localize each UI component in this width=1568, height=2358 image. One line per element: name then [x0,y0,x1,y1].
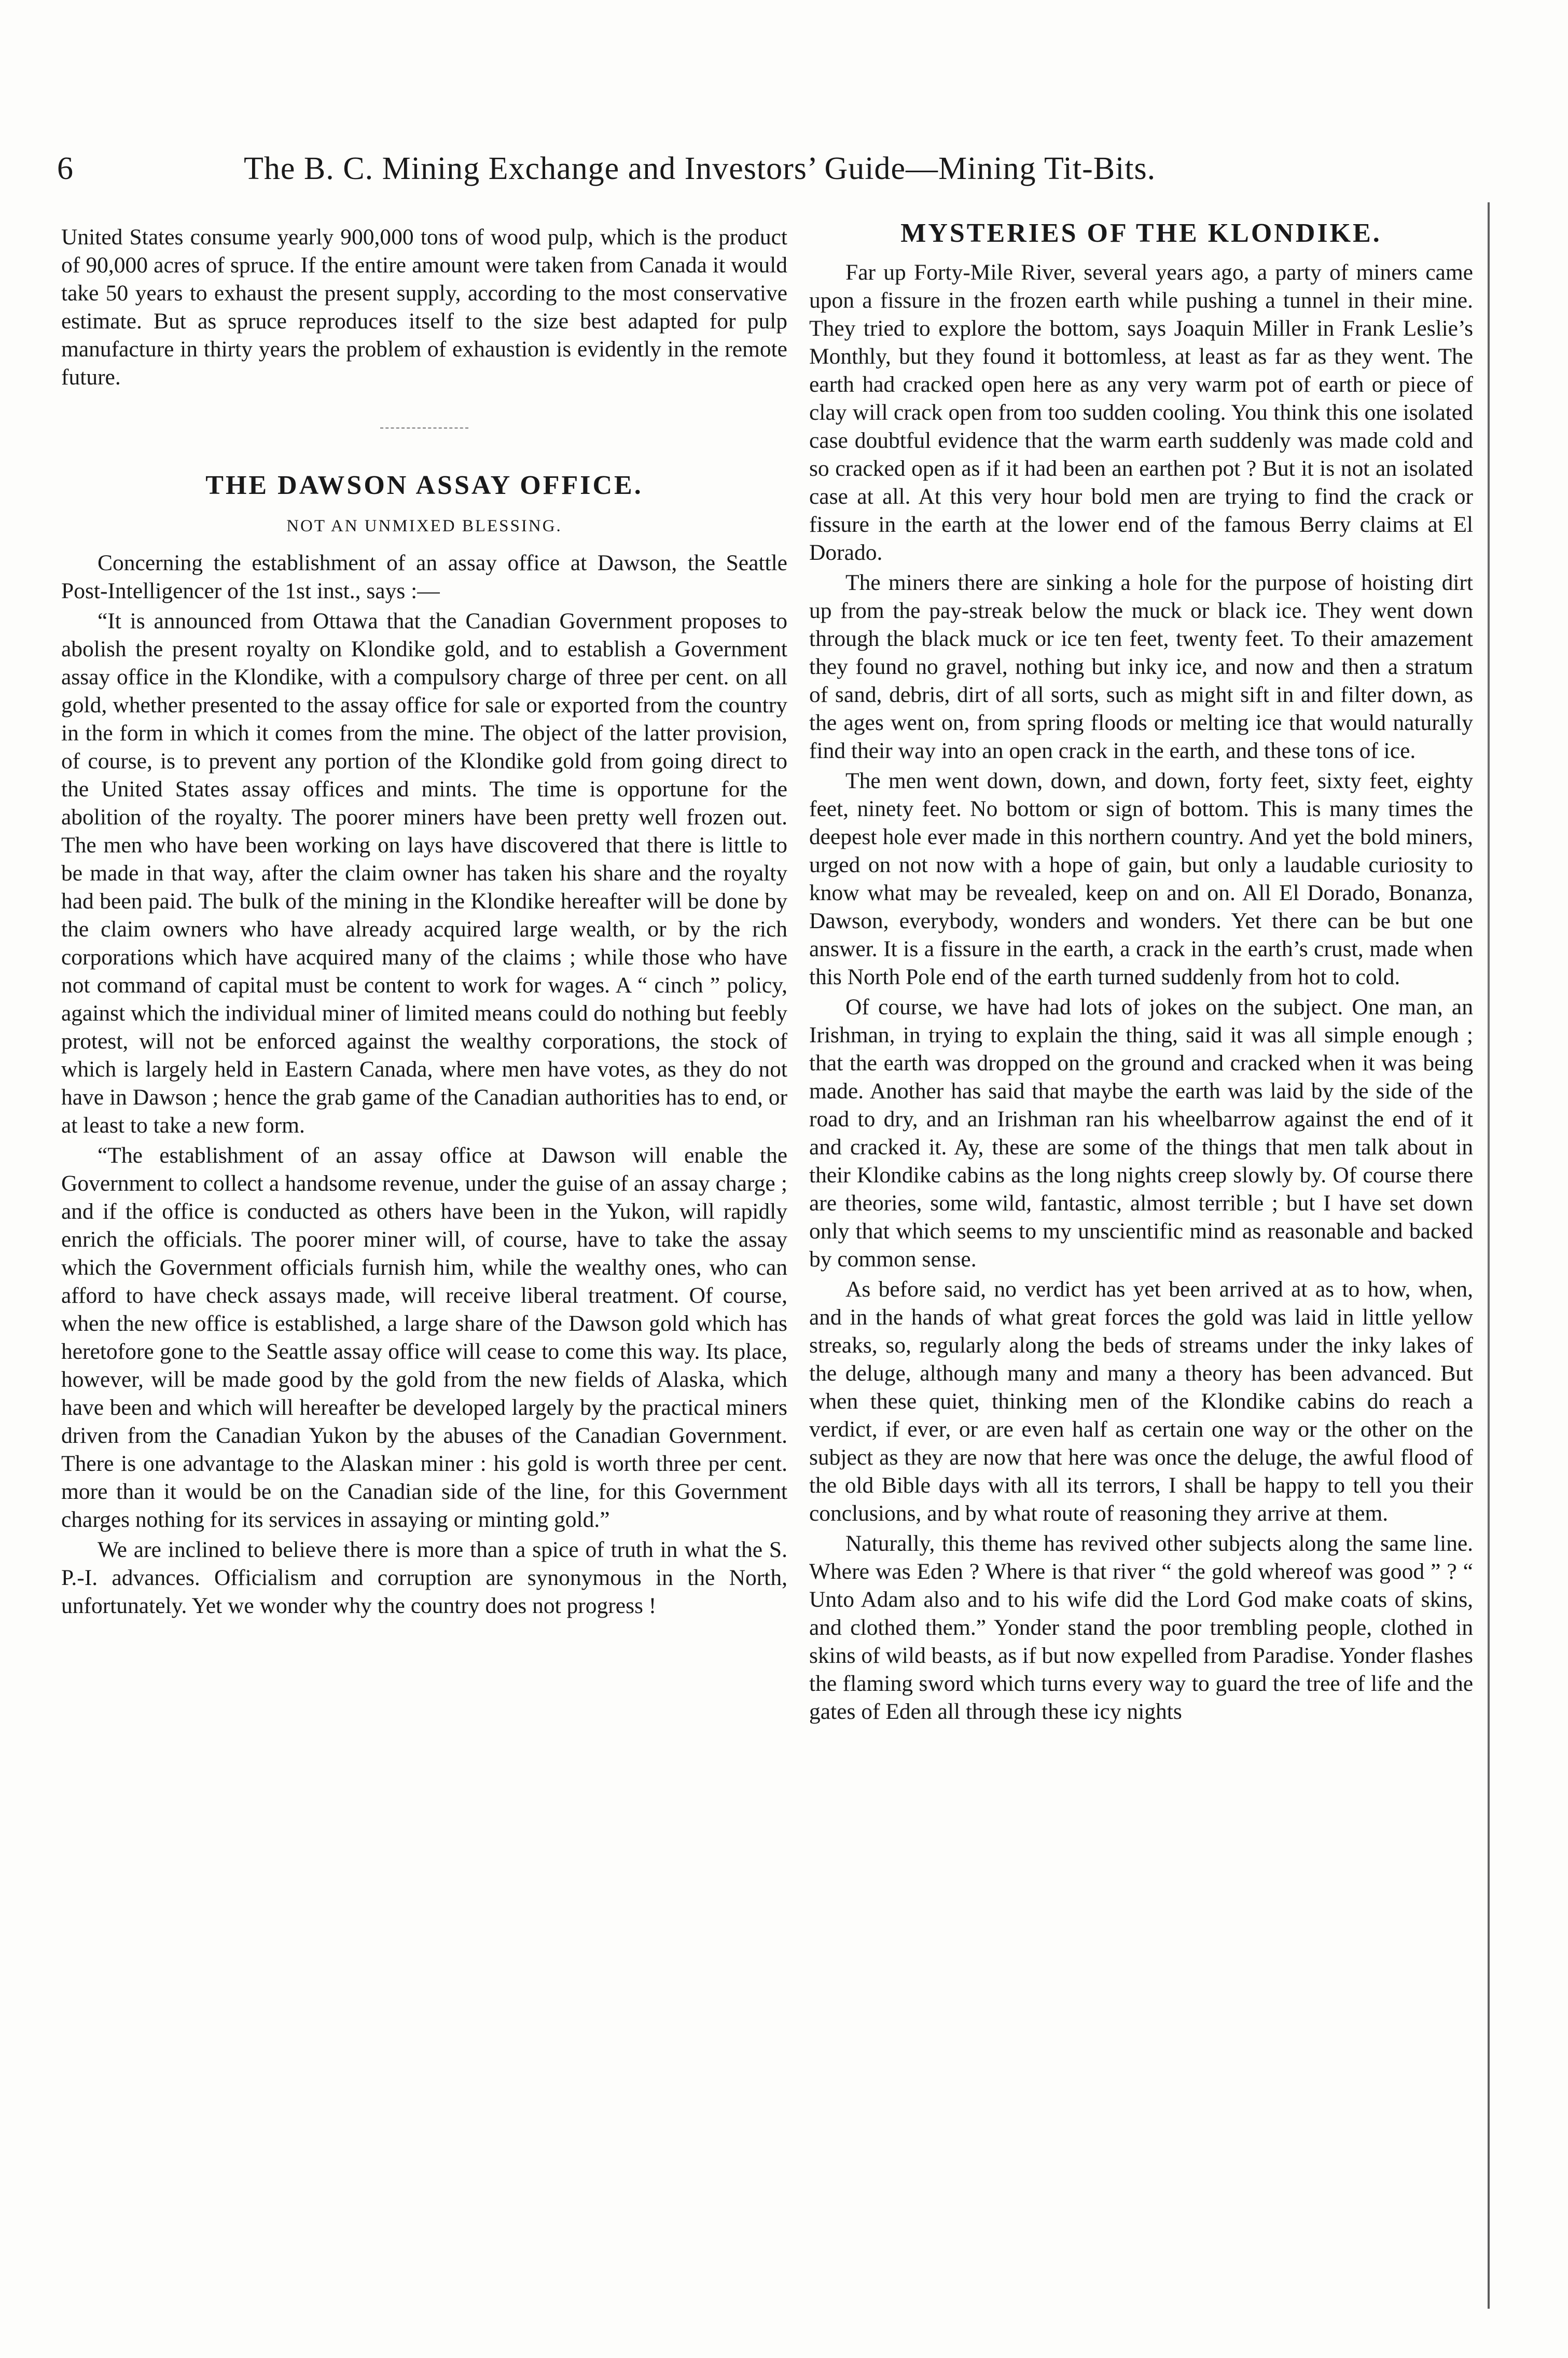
left-column [61,223,787,1620]
klondike-paragraph-1: Far up Forty-Mile River, several years ago, a party of miners came upon a fissure in the frozen earth while pushing a tunnel in their mine. They tried to explore the bottom, says Joaquin Miller in Frank Leslie’s Monthly, but they found it bottomless, at least as far as they went. The earth had cracked open here as any very warm pot of earth or piece of clay will crack open from too sudden cooling. You think this one isolated case doubtful evidence that the warm earth suddenly was made cold and so cracked open as if it had been an earthen pot ? But it is not an isolated case at all. At this very hour bold men are trying to find the crack or fissure in the earth at the lower end of the famous Berry claims at El Dorado. [809,260,1473,565]
klondike-paragraph-5: As before said, no verdict has yet been arrived at as to how, when, and in the hands of what great forces the gold was laid in little yellow streaks, so, regularly along the beds of streams under the inky lakes of the deluge, although many and many a theory has been advanced. But when these quiet, thinking men of the Klondike cabins do reach a verdict, if ever, or are even half as certain one way or the other on the subject as they are now that here was once the deluge, the awful flood of the old Bible days with all its terrors, I shall be happy to tell you their conclusions, and by what route of reasoning they arrive at them. [809,1277,1473,1526]
dawson-paragraph-2: “It is announced from Ottawa that the Canadian Government proposes to abolish the present royalty on Klondike gold, and to establish a Government assay office in the Klondike, with a compulsory charge of three per cent. on all gold, whether presented to the assay office for sale or exported from the country in the form in which it comes from the mine. The object of the latter provision, of course, is to prevent any portion of the Klondike gold from going direct to the United States assay offices and mints. The time is opportune for the abolition of the royalty. The poorer miners have been pretty well frozen out. The men who have been working on lays have discovered that there is little to be made in that way, after the claim owner has taken his share and the royalty had been paid. The bulk of the mining in the Klondike hereafter will be done by the claim owners who have already acquired large wealth, or by the rich corporations which have acquired many of the claims ; while those who have not command of capital must be content to work for wages. A “ cinch ” policy, against which the individual miner of limited means could do nothing but feebly protest, will not be enforced against the wealthy corporations, the stock of which is largely held in Eastern Canada, where men have votes, as they do not have in Dawson ; hence the grab game of the Canadian authorities has to end, or at least to take a new form. [61,609,787,1138]
page-number: 6 [57,151,73,186]
article-title-dawson: THE DAWSON ASSAY OFFICE. [205,471,643,500]
klondike-paragraph-4: Of course, we have had lots of jokes on the subject. One man, an Irishman, in trying to explain the thing, said it was all simple enough ; that the earth was dropped on the ground and cracked when it was being made. Another has said that maybe the earth was laid by the side of the road to dry, and an Irishman ran his wheelbarrow against the end of it and cracked it. Ay, these are some of the things that men talk about in their Klondike cabins as the long nights creep slowly by. Of course there are theories, some wild, fantastic, almost terrible ; but I have set down only that which seems to my unscientific mind as reasonable and backed by common sense. [809,995,1473,1272]
article-subtitle-dawson: NOT AN UNMIXED BLESSING. [286,517,562,535]
dawson-paragraph-1: Concerning the establishment of an assay office at Dawson, the Seattle Post-Intelligencer of the 1st inst., says :— [61,550,787,603]
section-divider [380,428,468,429]
running-title: The B. C. Mining Exchange and Investors’ Guide—Mining Tit-Bits. [244,151,1156,186]
right-column [809,218,1473,1726]
scan-edge-line [1488,202,1490,2309]
klondike-paragraph-3: The men went down, down, and down, forty feet, sixty feet, eighty feet, ninety feet. No bottom or sign of bottom. This is many times the deepest hole ever made in this northern country. And yet the bold miners, urged on not now with a hope of gain, but only a laudable curiosity to know what may be revealed, keep on and on. All El Dorado, Bonanza, Dawson, everybody, wonders and wonders. Yet there can be but one answer. It is a fissure in the earth, a crack in the earth’s crust, made when this North Pole end of the earth turned suddenly from hot to cold. [809,768,1473,989]
klondike-paragraph-6: Naturally, this theme has revived other subjects along the same line. Where was Eden ? Where is that river “ the gold whereof was good ” ? “ Unto Adam also and to his wife did the Lord God make coats of skins, and clothed them.” Yonder stand the poor trembling people, clothed in skins of wild beasts, as if but now expelled from Paradise. Yonder flashes the flaming sword which turns every way to guard the tree of life and the gates of Eden all through these icy nights [809,1531,1473,1724]
article-title-klondike: MYSTERIES OF THE KLONDIKE. [900,218,1382,248]
klondike-paragraph-2: The miners there are sinking a hole for the purpose of hoisting dirt up from the pay-streak below the muck or black ice. They went down through the black muck or ice ten feet, twenty feet. To their amazement they found no gravel, nothing but inky ice, and now and then a stratum of sand, debris, dirt of all sorts, such as might sift in and filter down, as the ages went on, from spring floods or melting ice that would naturally find their way into an open crack in the earth, and these tons of ice. [809,570,1473,763]
running-head [52,150,1520,197]
dawson-paragraph-4: We are inclined to believe there is more than a spice of truth in what the S. P.-I. advances. Officialism and corruption are synonymous in the North, unfortunately. Yet we wonder why the country does not progress ! [61,1537,787,1618]
pulp-paragraph: United States consume yearly 900,000 tons of wood pulp, which is the product of 90,000 acres of spruce. If the entire amount were taken from Canada it would take 50 years to exhaust the present supply, according to the most conservative estimate. But as spruce reproduces itself to the size best adapted for pulp manufacture in thirty years the problem of exhaustion is evidently in the remote future. [61,225,787,390]
dawson-paragraph-3: “The establishment of an assay office at Dawson will enable the Government to collect a handsome revenue, under the guise of an assay charge ; and if the office is conducted as others have been in the Yukon, will rapidly enrich the officials. The poorer miner will, of course, have to take the assay which the Government officials furnish him, while the wealthy ones, who can afford to have check assays made, will receive liberal treatment. Of course, when the new office is established, a large share of the Dawson gold which has heretofore gone to the Seattle assay office will cease to come this way. Its place, however, will be made good by the gold from the new fields of Alaska, which have been and which will hereafter be developed largely by the practical miners driven from the Canadian Yukon by the abuses of the Canadian Government. There is one advantage to the Alaskan miner : his gold is worth three per cent. more than it would be on the Canadian side of the line, for this Government charges nothing for its services in assaying or minting gold.” [61,1143,787,1532]
